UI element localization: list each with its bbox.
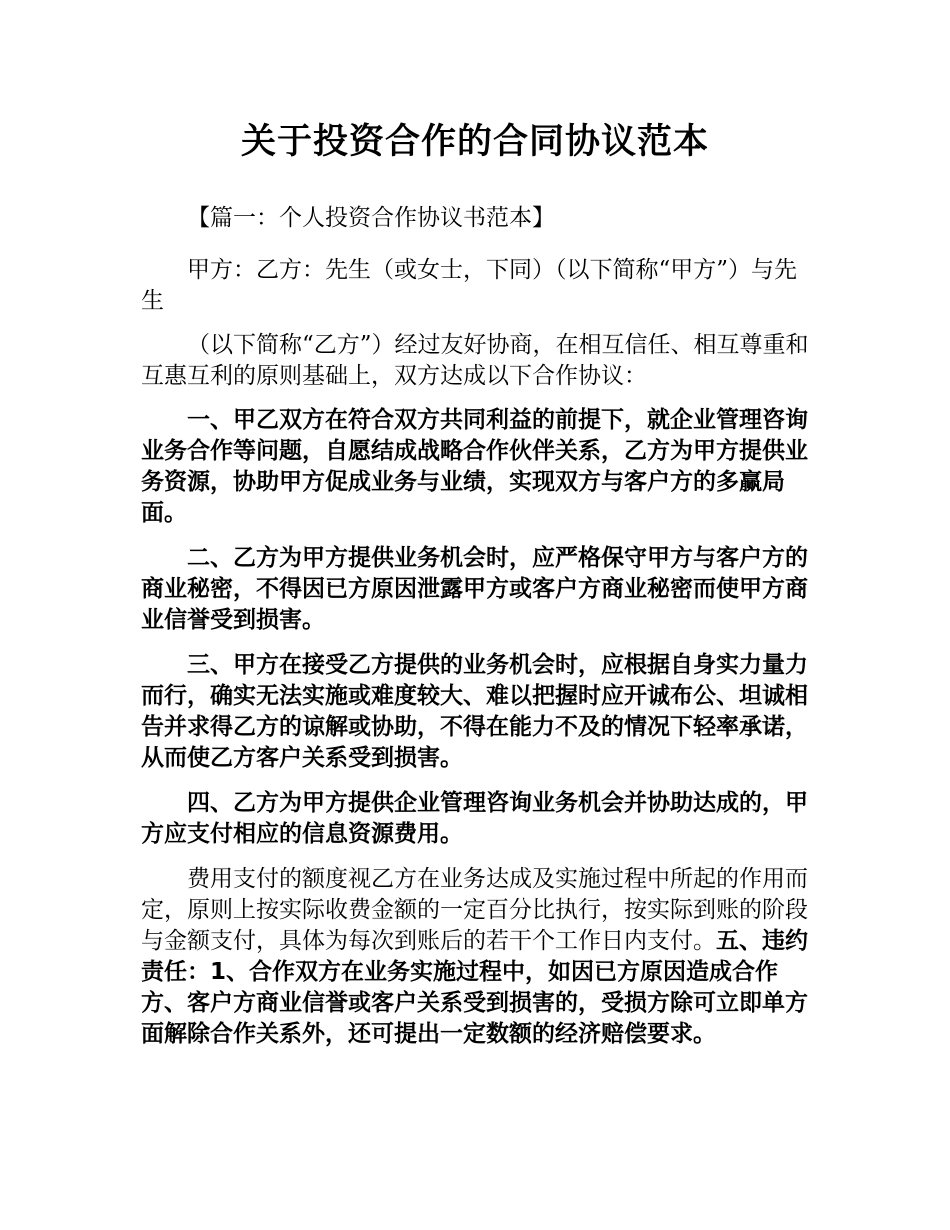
parties-line: 甲方：乙方：先生（或女士，下同）（以下简称“甲方”）与先生 [141,257,798,314]
intro-paragraph: （以下简称“乙方”）经过友好协商，在相互信任、相互尊重和互惠互利的原则基础上，双方达成以下合作协议： [141,332,809,389]
clause-3: 三、甲方在接受乙方提供的业务机会时，应根据自身实力量力而行，确实无法实施或难度较大、难以把握时应开诚布公、坦诚相告并求得乙方的谅解或协助，不得在能力不及的情况下轻率承诺，从而使乙方客户关系受到损害。 [141,652,808,771]
document-title: 关于投资合作的合同协议范本 [240,122,709,162]
section-heading: 【篇一：个人投资合作协议书范本】 [187,205,555,231]
clause-1: 一、甲乙双方在符合双方共同利益的前提下，就企业管理咨询业务合作等问题，自愿结成战略合作伙伴关系，乙方为甲方提供业务资源，协助甲方促成业务与业绩，实现双方与客户方的多赢局面。 [141,407,808,526]
clause-5: 五、违约责任：1、合作双方在业务实施过程中，如因已方原因造成合作方、客户方商业信誉或客户关系受到损害的，受损方除可立即单方面解除合作关系外，还可提出一定数额的经济赔偿要求。 [141,928,808,1047]
fee-text: 费用支付的额度视乙方在业务达成及实施过程中所起的作用而定，原则上按实际收费金额的一定百分比执行，按实际到账的阶段与金额支付，具体为每次到账后的若干个工作日内支付。 [141,866,808,954]
fee-paragraph [141,864,817,1050]
clause-4: 四、乙方为甲方提供企业管理咨询业务机会并协助达成的，甲方应支付相应的信息资源费用。 [141,790,808,847]
clause-2: 二、乙方为甲方提供业务机会时，应严格保守甲方与客户方的商业秘密，不得因已方原因泄露甲方或客户方商业秘密而使甲方商业信誉受到损害。 [141,545,808,633]
